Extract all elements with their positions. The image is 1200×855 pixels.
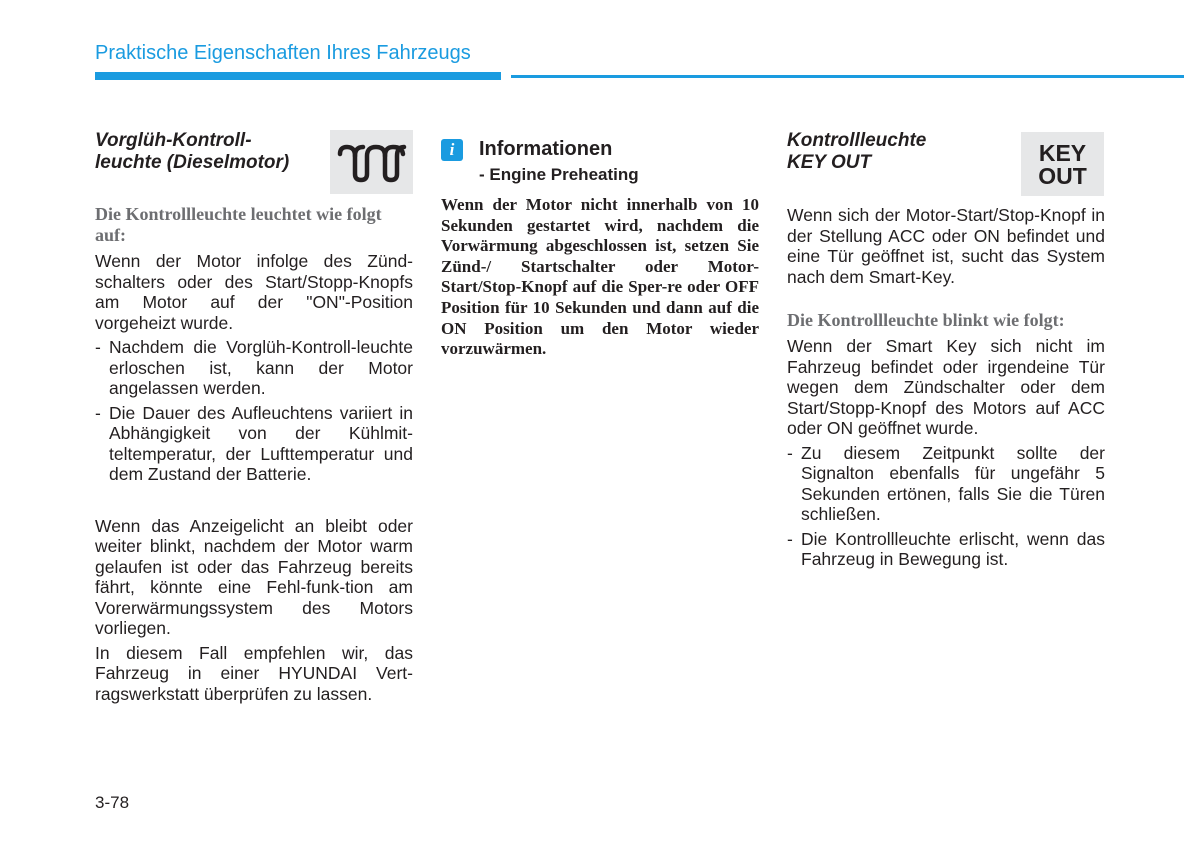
info-heading [441, 138, 759, 161]
column-information [441, 138, 759, 360]
subhead-blinks-as-follows: Die Kontrollleuchte blinkt wie folgt: [787, 310, 1065, 330]
key-out-indicator-icon [1021, 132, 1104, 196]
list-item-text: Nachdem die Vorglüh-Kontroll-leuchte erloschen ist, kann der Motor angelassen werden. [109, 337, 413, 398]
paragraph: Wenn sich der Motor-Start/Stop-Knopf in der Stellung ACC oder ON befindet und eine Tür geöffnet ist, sucht das System nach dem Smart-Key. [787, 205, 1105, 287]
list-item: - Zu diesem Zeitpunkt sollte der Signalton ebenfalls für ungefähr 5 Sekunden ertönen, falls Sie die Türen schließen. [787, 442, 1105, 524]
info-body: Wenn der Motor nicht innerhalb von 10 Sekunden gestartet wird, nachdem die Vorwärmung abgeschlossen ist, setzen Sie Zünd-/ Startschalter oder Motor-Start/Stop-Knopf auf die Sper-re oder OFF Position für 10 Sekunden und dann auf die ON Position um den Motor wieder vorzuwärmen. [441, 195, 759, 359]
list-item-text: Die Kontrollleuchte erlischt, wenn das Fahrzeug in Bewegung ist. [801, 528, 1105, 569]
header-rule-thin [511, 75, 1184, 78]
list-item: - Die Kontrollleuchte erlischt, wenn das Fahrzeug in Bewegung ist. [787, 528, 1105, 569]
paragraph: Wenn der Smart Key sich nicht im Fahrzeug befindet oder irgendeine Tür wegen dem Zündschalter oder dem Start/Stopp-Knopf des Motors auf ACC oder ON geöffnet wurde. [787, 336, 1105, 438]
column-key-out [787, 130, 1105, 570]
list-item: - Nachdem die Vorglüh-Kontroll-leuchte erloschen ist, kann der Motor angelassen werden. [95, 337, 413, 398]
glow-plug-coil-icon [330, 130, 413, 194]
paragraph: Wenn der Motor infolge des Zünd-schalters oder des Start/Stopp-Knopfs am Motor auf der "ON"-Position vorgeheizt wurde. [95, 251, 413, 333]
paragraph: In diesem Fall empfehlen wir, das Fahrzeug in einer HYUNDAI Vert-ragswerkstatt überprüfen zu lassen. [95, 642, 413, 704]
section-title-key-out: Kontrollleuchte KEY OUT [787, 130, 927, 173]
list-item-text: Die Dauer des Aufleuchtens variiert in Abhängigkeit von der Kühlmit-teltemperatur, der Lufttemperatur und dem Zustand der Batterie. [109, 402, 413, 484]
paragraph: Wenn das Anzeigelicht an bleibt oder weiter blinkt, nachdem der Motor warm gelaufen ist oder das Fahrzeug bereits fährt, könnte eine Fehl-funk-tion am Vorerwärmungssystem des Motors vorliegen. [95, 515, 413, 638]
page-number: 3-78 [95, 793, 130, 812]
info-title: Informationen [479, 138, 613, 160]
list-item: - Die Dauer des Aufleuchtens variiert in Abhängigkeit von der Kühlmit-teltemperatur, der Lufttemperatur und dem Zustand der Batterie. [95, 402, 413, 484]
info-icon: i [441, 139, 463, 161]
column-glow-plug [95, 130, 413, 704]
header-title: Praktische Eigenschaften Ihres Fahrzeugs [95, 42, 471, 64]
info-subtitle: - Engine Preheating [479, 165, 639, 184]
list-item-text: Zu diesem Zeitpunkt sollte der Signalton ebenfalls für ungefähr 5 Sekunden ertönen, falls Sie die Türen schließen. [801, 442, 1105, 524]
subhead-lights-as-follows: Die Kontrollleuchte leuchtet wie folgt auf: [95, 204, 382, 245]
key-out-label: KEY OUT [1038, 140, 1087, 189]
header-rule-thick [95, 72, 501, 80]
section-title-glow-plug: Vorglüh-Kontroll- leuchte (Dieselmotor) [95, 130, 290, 173]
